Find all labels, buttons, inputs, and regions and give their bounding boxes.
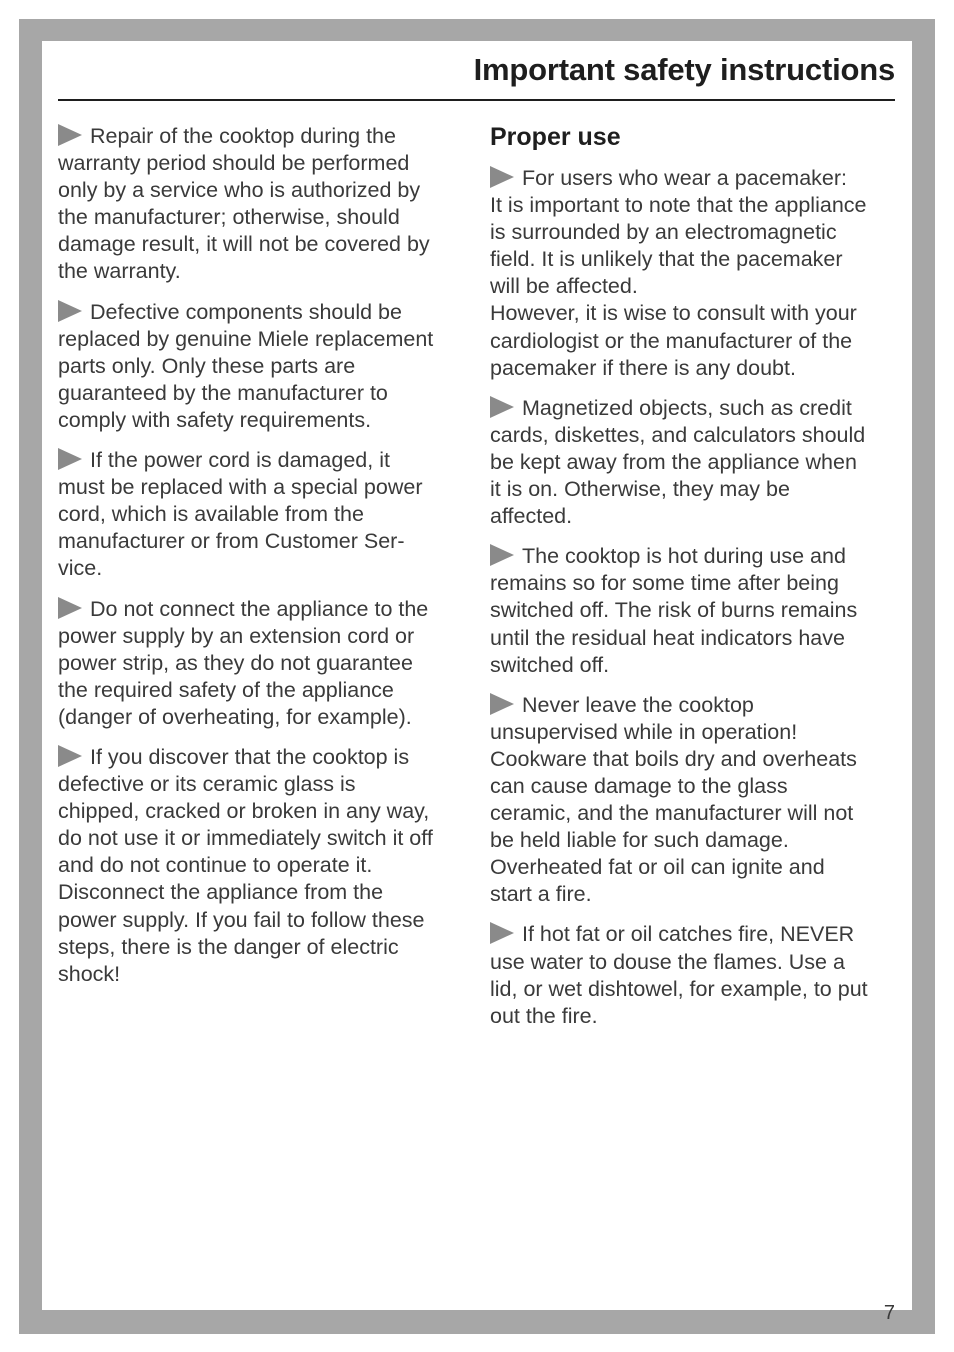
triangle-right-icon [490, 693, 514, 715]
instruction-text: Repair of the cooktop during the warranty period should be performed only by a service who is authorized by the manufacturer; otherwise, should damage result, it will not be covered by the warranty. [58, 124, 430, 284]
left-column [58, 123, 470, 1001]
triangle-right-icon [490, 166, 514, 188]
triangle-right-icon [58, 745, 82, 767]
instruction-text: For users who wear a pacemaker: It is important to note that the appliance is surrounded by an electromagnetic field. It is unlikely that the pacemaker will be affected. However, it is wise to consult with your cardiologist or the manufacturer of the pacemaker if there is any doubt. [490, 166, 867, 380]
page-number: 7 [883, 1302, 895, 1324]
instruction-paragraph [490, 165, 900, 382]
right-column [490, 123, 900, 1043]
instruction-text: If the power cord is damaged, it must be replaced with a special power cord, which is available from the manufacturer or from Customer Ser- vice. [58, 448, 423, 581]
instruction-text: Do not connect the appliance to the power supply by an extension cord or power strip, as they do not guarantee the required safety of the appliance (danger of overheating, for example). [58, 596, 429, 729]
instruction-paragraph [58, 744, 470, 988]
triangle-right-icon [58, 448, 82, 470]
triangle-right-icon [490, 922, 514, 944]
instruction-text: If you discover that the cooktop is defective or its ceramic glass is chipped, cracked or broken in any way, do not use it or immediately switch it off and do not continue to operate it. Disconnect the appliance from the power supply. If you fail to follow these steps, there is the danger of electric shock! [58, 744, 433, 986]
triangle-right-icon [490, 544, 514, 566]
instruction-paragraph [58, 299, 470, 434]
instruction-text: If hot fat or oil catches fire, NEVER use water to douse the flames. Use a lid, or wet dishtowel, for example, to put out the fire. [490, 922, 868, 1028]
section-heading-proper-use: Proper use [490, 123, 621, 151]
instruction-paragraph [490, 395, 900, 530]
instruction-text: Never leave the cooktop unsupervised while in operation! Cookware that boils dry and overheats can cause damage to the glass ceramic, and the manufacturer will not be held liable for such damage. Overheated fat or oil can ignite and start a fire. [490, 692, 857, 907]
instruction-paragraph [490, 543, 900, 678]
triangle-right-icon [58, 597, 82, 619]
triangle-right-icon [58, 300, 82, 322]
instruction-text: Defective components should be replaced by genuine Miele replacement parts only. Only these parts are guaranteed by the manufacturer to comply with safety requirements. [58, 299, 434, 432]
instruction-paragraph [58, 596, 470, 731]
triangle-right-icon [58, 124, 82, 146]
instruction-text: Magnetized objects, such as credit cards, diskettes, and calculators should be kept away from the appliance when it is on. Otherwise, they may be affected. [490, 395, 866, 529]
page-title: Important safety instructions [473, 52, 895, 87]
header-divider [58, 99, 895, 101]
instruction-paragraph [58, 123, 470, 286]
instruction-text: The cooktop is hot during use and remains so for some time after being switched off. The risk of burns remains until the residual heat indicators have switched off. [490, 544, 858, 677]
instruction-paragraph [58, 447, 470, 582]
instruction-paragraph [490, 692, 900, 909]
triangle-right-icon [490, 396, 514, 418]
instruction-paragraph [490, 921, 900, 1029]
